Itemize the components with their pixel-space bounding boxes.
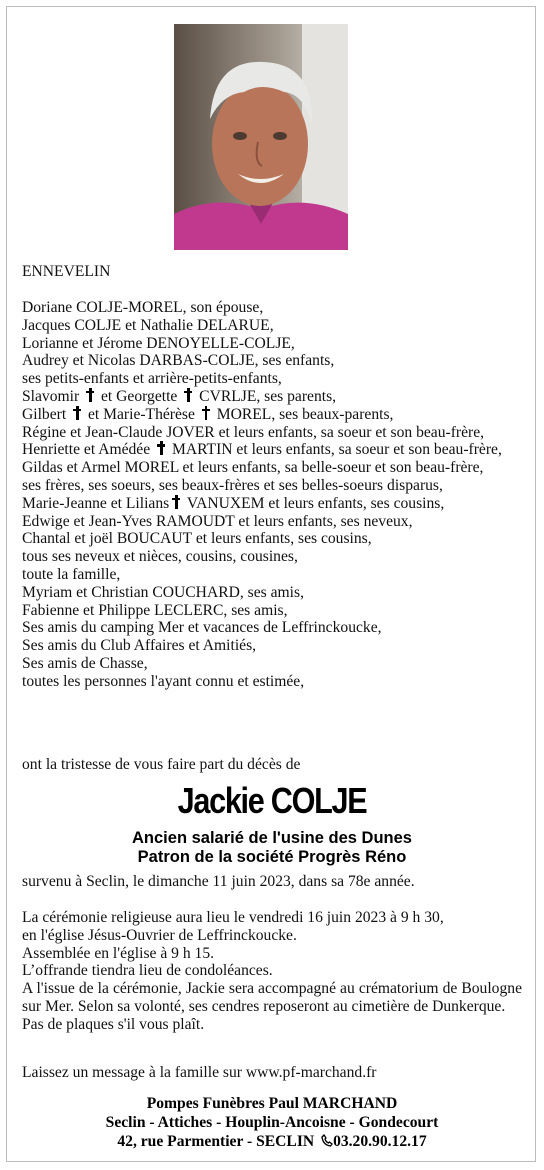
death-info: survenu à Seclin, le dimanche 11 juin 2023, dans sa 78e année. xyxy=(22,873,415,890)
cross-icon xyxy=(172,495,180,509)
ceremony-line: A l'issue de la cérémonie, Jackie sera accompagné au crématorium de Boulogne sur Mer. Selon sa volonté, ses cendres reposeront au cimetière de Dunkerque. xyxy=(22,980,522,1015)
cross-icon xyxy=(184,388,192,402)
ceremony-line: La cérémonie religieuse aura lieu le vendredi 16 juin 2023 à 9 h 30, xyxy=(22,909,444,926)
cross-icon xyxy=(202,406,210,420)
family-line: Lorianne et Jérome DENOYELLE-COLJE, xyxy=(22,334,295,352)
ceremony-line: Assemblée en l'église à 9 h 15. xyxy=(22,944,215,962)
subtitle-job: Ancien salarié de l'usine des Dunes xyxy=(132,829,412,847)
family-line: Audrey et Nicolas DARBAS-COLJE, ses enfants, xyxy=(22,352,335,370)
ceremony-details xyxy=(22,909,522,1034)
subtitle-company: Patron de la société Progrès Réno xyxy=(137,848,407,866)
funeral-home-towns: Seclin - Attiches - Houplin-Ancoisne - Gondecourt xyxy=(105,1114,439,1131)
website-message: Laissez un message à la famille sur www.pf-marchand.fr xyxy=(22,1064,377,1081)
family-line: toutes les personnes l'ayant connu et estimée, xyxy=(22,672,305,690)
phone-icon xyxy=(321,1133,333,1146)
family-line: Myriam et Christian COUCHARD, ses amis, xyxy=(22,583,304,601)
family-line: Régine et Jean-Claude JOVER et leurs enfants, sa soeur et son beau-frère, xyxy=(22,423,485,441)
family-line: Ses amis de Chasse, xyxy=(22,654,148,672)
family-line: Doriane COLJE-MOREL, son épouse, xyxy=(22,299,264,316)
phone-number: 03.20.90.12.17 xyxy=(333,1133,427,1150)
funeral-home-name: Pompes Funèbres Paul MARCHAND xyxy=(146,1095,398,1112)
announcement-text: ont la tristesse de vous faire part du décès de xyxy=(22,756,301,773)
family-line: ses petits-enfants et arrière-petits-enfants, xyxy=(22,370,282,388)
family-line: Ses amis du camping Mer et vacances de Leffrinckoucke, xyxy=(22,619,382,637)
family-line: Henriette et Amédée MARTIN et leurs enfants, sa soeur et son beau-frère, xyxy=(22,441,502,459)
family-line: Jacques COLJE et Nathalie DELARUE, xyxy=(22,316,274,334)
family-line: Gildas et Armel MOREL et leurs enfants, sa belle-soeur et son beau-frère, xyxy=(22,459,484,477)
ceremony-line: en l'église Jésus-Ouvrier de Leffrinckoucke. xyxy=(22,926,297,944)
funeral-home-contact xyxy=(0,1132,544,1152)
family-line: Fabienne et Philippe LECLERC, ses amis, xyxy=(22,601,288,619)
ceremony-line: L’offrande tiendra lieu de condoléances. xyxy=(22,962,273,980)
family-line: ses frères, ses soeurs, ses beaux-frères et ses belles-soeurs disparus, xyxy=(22,476,443,494)
cross-icon xyxy=(86,388,94,402)
family-line: Slavomir et Georgette CVRLJE, ses parents, xyxy=(22,387,337,405)
deceased-name: Jackie COLJE xyxy=(177,780,367,821)
family-line: Marie-Jeanne et Lilians VANUXEM et leurs enfants, ses cousins, xyxy=(22,494,445,512)
family-line: Edwige et Jean-Yves RAMOUDT et leurs enfants, ses neveux, xyxy=(22,512,413,530)
address: 42, rue Parmentier - SECLIN xyxy=(117,1133,315,1150)
family-line: tous ses neveux et nièces, cousins, cousines, xyxy=(22,548,298,566)
family-line: Chantal et joël BOUCAUT et leurs enfants, ses cousins, xyxy=(22,530,372,548)
family-line: toute la famille, xyxy=(22,565,121,583)
portrait-photo xyxy=(174,24,348,250)
town-name: ENNEVELIN xyxy=(22,263,111,280)
ceremony-line: Pas de plaques s'il vous plaît. xyxy=(22,1015,205,1033)
family-line: Ses amis du Club Affaires et Amitiés, xyxy=(22,637,257,655)
family-line: Gilbert et Marie-Thérèse MOREL, ses beaux-parents, xyxy=(22,405,394,423)
family-list xyxy=(22,299,522,691)
cross-icon xyxy=(157,441,165,455)
cross-icon xyxy=(73,406,81,420)
